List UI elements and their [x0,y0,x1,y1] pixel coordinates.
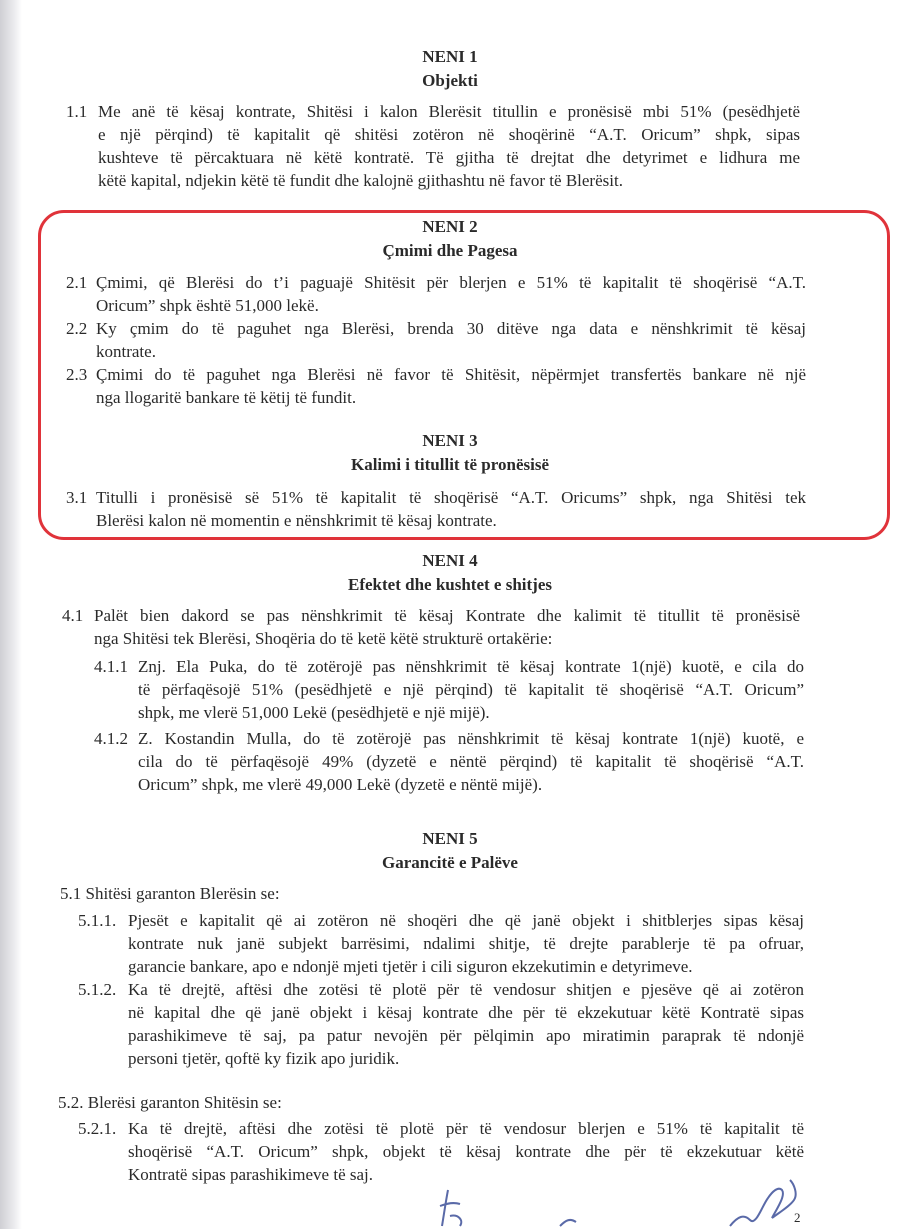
clause-5-2-heading: 5.2. Blerësi garanton Shitësin se: [58,1093,282,1112]
clause-5-2-1-line: Ka të drejtë, aftësi dhe zotësi të plotë për të vendosur blerjen e 51% të kapitalit të [128,1119,804,1138]
clause-5-1-1-line: Pjesët e kapitalit që ai zotëron në shoqëri dhe që janë objekt i shitblerjes sipas kësaj [128,911,804,930]
clause-5-1-1-line: kontrate nuk janë subjekt barrësimi, ndalimi shitje, të drejte parablerje të pa ofruar, [128,934,804,953]
clause-2-3-number: 2.3 [66,365,88,384]
article-5-subtitle: Garancitë e Palëve [382,853,518,872]
article-4-subtitle: Efektet dhe kushtet e shitjes [348,575,552,594]
clause-4-1-1-line: Znj. Ela Puka, do të zotërojë pas nënshkrimit të kësaj kontrate 1(një) kuotë, e cila do [138,657,804,676]
clause-3-1-line: Titulli i pronësisë së 51% të kapitalit të shoqërisë “A.T. Oricums” shpk, nga Shitësi tek [96,488,806,507]
article-1-title: NENI 1 [422,47,478,66]
clause-2-2-number: 2.2 [66,319,88,338]
signature-right [720,1176,820,1229]
clause-1-1-line: kushteve të përcaktuara në këtë kontratë. Të gjitha të drejtat dhe detyrimet e lidhura me [98,148,800,167]
clause-5-2-1-line: Kontratë sipas parashikimeve të saj. [128,1165,374,1184]
article-2-subtitle: Çmimi dhe Pagesa [382,241,518,260]
article-2-title: NENI 2 [422,217,478,236]
clause-2-2-line: Ky çmim do të paguhet nga Blerësi, brenda 30 ditëve nga data e nënshkrimit të kësaj [96,319,806,338]
signature-left [420,1186,580,1229]
clause-2-1-line: Oricum” shpk është 51,000 lekë. [96,296,319,315]
clause-5-1-heading: 5.1 Shitësi garanton Blerësin se: [60,884,280,903]
clause-4-1-2-line: cila do të përfaqësojë 49% (dyzetë e nëntë përqind) të kapitalit të shoqërisë “A.T. [138,752,804,771]
clause-2-1-number: 2.1 [66,273,88,292]
clause-4-1-number: 4.1 [62,606,84,625]
clause-4-1-2-number: 4.1.2 [94,729,128,748]
clause-5-2-1-line: shoqërisë “A.T. Oricum” shpk, objekt të kësaj kontrate dhe për të ekzekutuar këtë [128,1142,804,1161]
article-5-title: NENI 5 [422,829,478,848]
clause-4-1-1-line: të përfaqësojë 51% (pesëdhjetë e një përqind) të kapitalit të shoqërisë “A.T. Oricum” [138,680,804,699]
clause-2-3-line: Çmimi do të paguhet nga Blerësi në favor të Shitësit, nëpërmjet transfertës bankare në një [96,365,806,384]
article-4-title: NENI 4 [422,551,478,570]
clause-2-1-line: Çmimi, që Blerësi do t’i paguajë Shitësit për blerjen e 51% të kapitalit të shoqërisë “A.T. [96,273,806,292]
page-number: 2 [794,1210,801,1225]
clause-5-1-2-line: Ka të drejtë, aftësi dhe zotësi të plotë për të vendosur shitjen e pjesëve që ai zotëron [128,980,804,999]
clause-4-1-1-number: 4.1.1 [94,657,128,676]
clause-4-1-line: nga Shitësi tek Blerësi, Shoqëria do të ketë këtë strukturë ortakërie: [94,629,553,648]
clause-3-1-line: Blerësi kalon në momentin e nënshkrimit të kësaj kontrate. [96,511,497,530]
article-1-subtitle: Objekti [422,71,478,90]
clause-4-1-line: Palët bien dakord se pas nënshkrimit të kësaj Kontrate dhe kalimit të titullit të pronësisë [94,606,800,625]
clause-4-1-1-line: shpk, me vlerë 51,000 Lekë (pesëdhjetë e një mijë). [138,703,490,722]
clause-5-1-2-number: 5.1.2. [78,980,117,999]
clause-1-1-line: Me anë të kësaj kontrate, Shitësi i kalon Blerësit titullin e pronësisë mbi 51% (pesëdhjetë [98,102,800,121]
clause-5-1-1-number: 5.1.1. [78,911,117,930]
clause-1-1-line: e një përqind) të kapitalit që shitësi zotëron në shoqërinë “A.T. Oricum” shpk, sipas [98,125,800,144]
clause-2-2-line: kontrate. [96,342,156,361]
clause-5-1-1-line: garancie bankare, apo e ndonjë mjeti tjetër i cili siguron ekzekutimin e detyrimeve. [128,957,693,976]
article-3-title: NENI 3 [422,431,478,450]
clause-3-1-number: 3.1 [66,488,88,507]
clause-1-1-number: 1.1 [66,102,88,121]
clause-1-1-line: këtë kapital, ndjekin këtë të fundit dhe kalojnë gjithashtu në favor të Blerësit. [98,171,623,190]
article-3-subtitle: Kalimi i titullit të pronësisë [350,455,549,474]
clause-5-2-1-number: 5.2.1. [78,1119,117,1138]
clause-2-3-line: nga llogaritë bankare të këtij të fundit. [96,388,357,407]
clause-5-1-2-line: parashikimeve të saj, pa patur nevojën për pëlqimin apo miratimin paraprak të ndonjë [128,1026,804,1045]
clause-4-1-2-line: Z. Kostandin Mulla, do të zotërojë pas nënshkrimit të kësaj kontrate 1(një) kuotë, e [138,729,804,748]
clause-4-1-2-line: Oricum” shpk, me vlerë 49,000 Lekë (dyzetë e nëntë mijë). [138,775,543,794]
clause-5-1-2-line: personi tjetër, qoftë ky fizik apo juridik. [128,1049,400,1068]
clause-5-1-2-line: në kapital dhe që janë objekt i kësaj kontrate dhe për të ekzekutuar këtë Kontratë sipas [128,1003,804,1022]
